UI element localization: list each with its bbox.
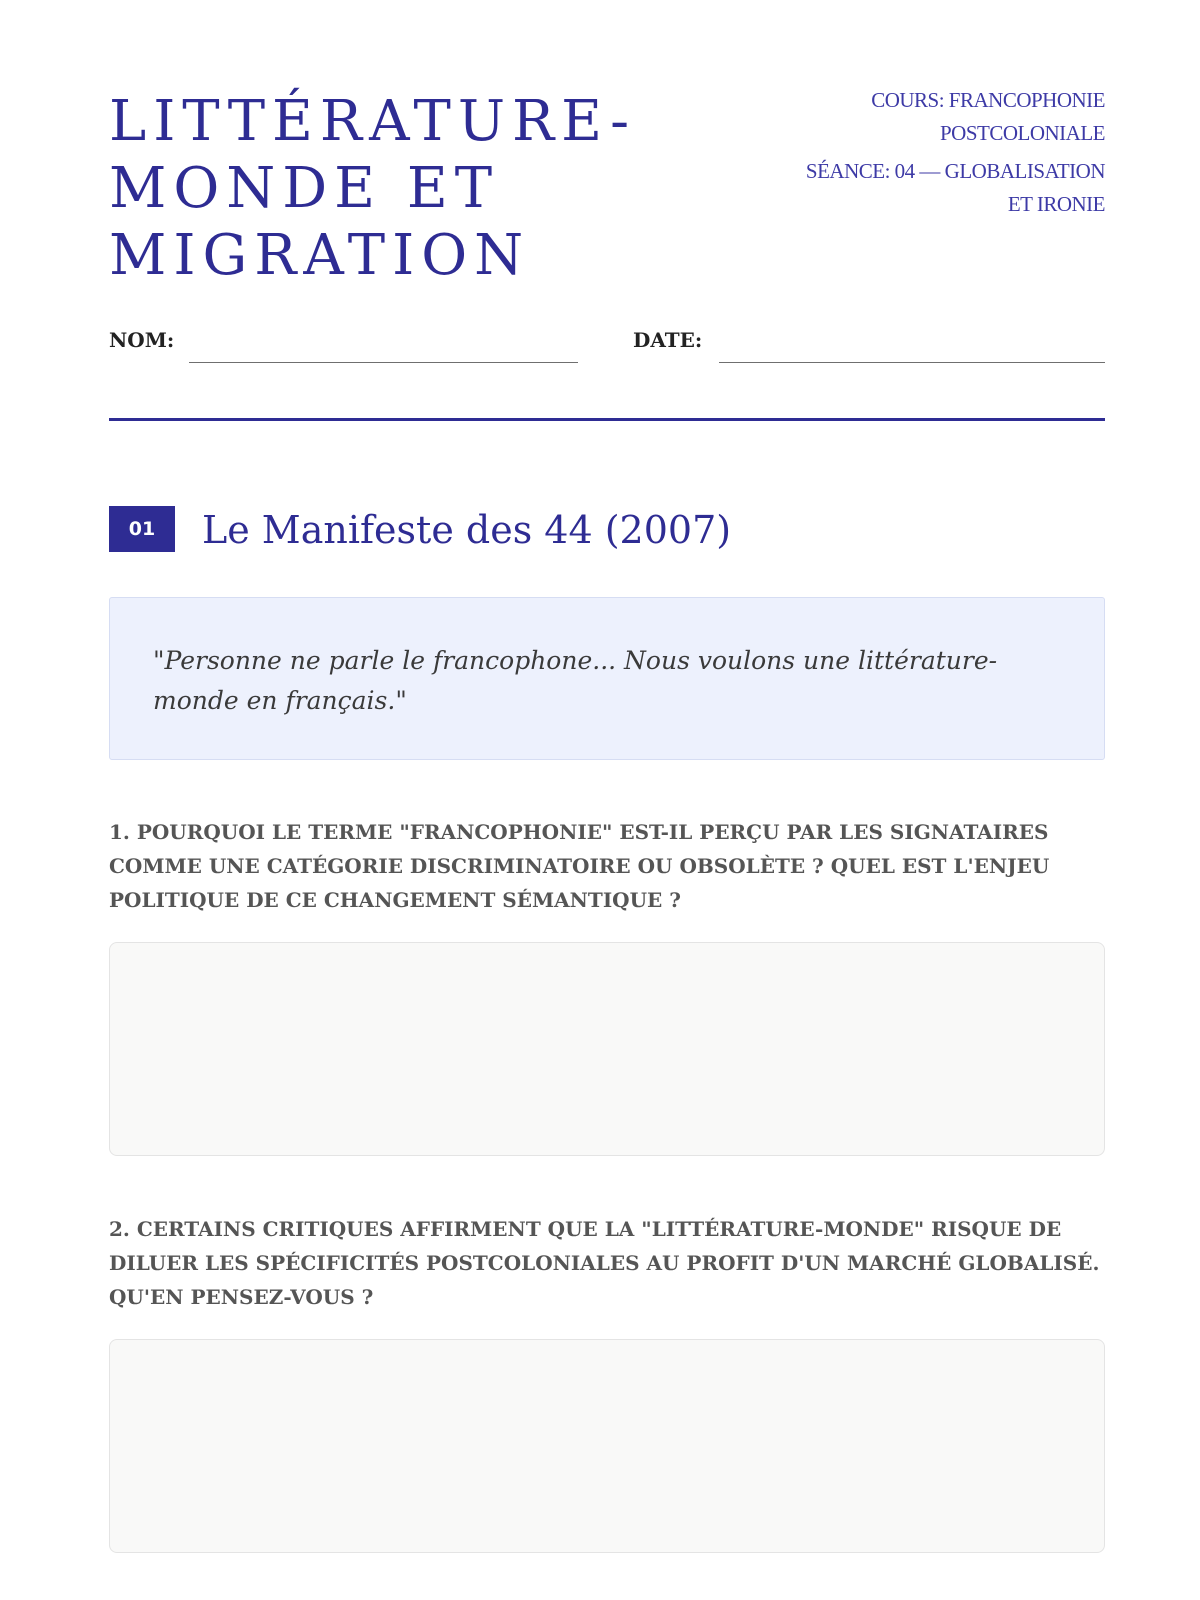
name-label: NOM: [109,328,175,352]
date-field[interactable] [719,362,1105,363]
manifesto-quote: "Personne ne parle le francophone... Nous voulons une littérature-monde en français." [153,646,998,715]
worksheet-page [109,0,1105,1600]
worksheet-title: LITTÉRATURE-MONDE ET MIGRATION [109,89,637,288]
worksheet-header [109,80,1105,290]
name-field[interactable] [189,362,578,363]
header-divider [109,418,1105,421]
course-info [805,84,1105,226]
question-2-text: 2. CERTAINS CRITIQUES AFFIRMENT QUE LA "LITTÉRATURE-MONDE" RISQUE DE DILUER LES SPÉCIFICITÉS POSTCOLONIALES AU PROFIT D'UN MARCHÉ GLOBALISÉ. QU'EN PENSEZ-VOUS ? [109,1217,1100,1309]
course-name: COURS: FRANCOPHONIE POSTCOLONIALE [871,88,1105,145]
question-1-text: 1. POURQUOI LE TERME "FRANCOPHONIE" EST-IL PERÇU PAR LES SIGNATAIRES COMME UNE CATÉGORIE DISCRIMINATOIRE OU OBSOLÈTE ? QUEL EST L'ENJEU POLITIQUE DE CE CHANGEMENT SÉMANTIQUE ? [109,820,1050,912]
question-1-answer[interactable] [109,942,1105,1156]
session-info: SÉANCE: 04 — GLOBALISATION ET IRONIE [805,159,1105,216]
student-info-fields [109,320,1105,366]
question-2-answer[interactable] [109,1339,1105,1553]
section-number-badge: 01 [109,506,175,552]
section-title: Le Manifeste des 44 (2007) [202,508,732,552]
quote-box [109,597,1105,760]
date-label: DATE: [633,328,703,352]
